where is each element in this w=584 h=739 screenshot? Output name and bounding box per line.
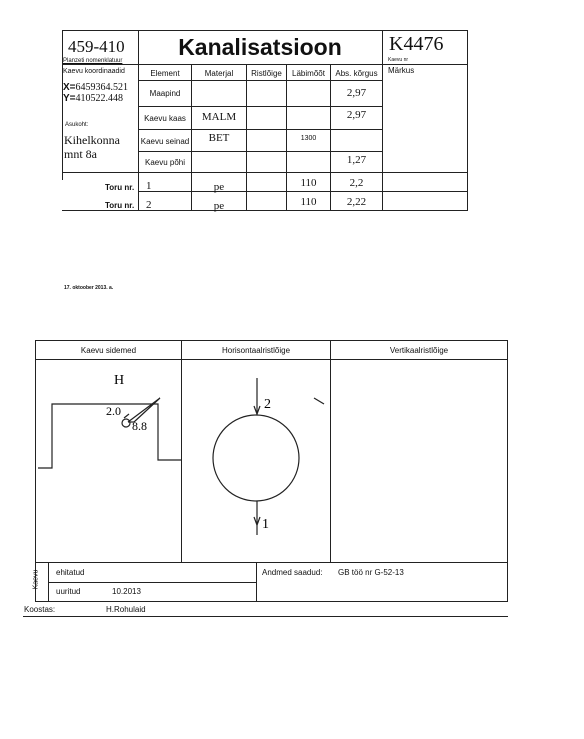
pipe-1-label: 1 bbox=[262, 517, 269, 532]
col-header-abs-height: Abs. kõrgus bbox=[335, 69, 378, 78]
pipe-2-label: 2 bbox=[264, 397, 271, 412]
row-abs-height: 2,97 bbox=[346, 109, 367, 121]
coords-label: Kaevu koordinaadid bbox=[63, 68, 125, 75]
row-abs-height: 1,27 bbox=[346, 154, 367, 166]
sheet-number: 459-410 bbox=[68, 37, 125, 56]
row-element: Kaevu põhi bbox=[144, 158, 186, 167]
sidemed-header: Kaevu sidemed bbox=[80, 346, 137, 355]
y-coordinate: Y=410522.448 bbox=[63, 93, 124, 104]
row-element: Kaevu kaas bbox=[144, 114, 186, 123]
well-number-label: Kaevu nr bbox=[388, 57, 409, 63]
col-header-diameter: Läbimõõt bbox=[292, 69, 325, 78]
data-source-value: GB töö nr G-52-13 bbox=[338, 568, 404, 577]
pipe-diameter: 110 bbox=[300, 177, 317, 189]
pipe-material: pe bbox=[213, 200, 225, 212]
col-header-material: Materjal bbox=[204, 69, 234, 78]
address-label: Asukoht: bbox=[65, 122, 89, 128]
horizontal-section-header: Horisontaalristlõige bbox=[221, 346, 291, 355]
row-material: MALM bbox=[201, 111, 237, 123]
sidemed-sketch bbox=[36, 360, 181, 560]
col-header-cross-section: Ristlõige bbox=[251, 69, 282, 78]
remarks-label: Märkus bbox=[388, 66, 415, 75]
pipe-nr: 1 bbox=[146, 180, 152, 192]
horizontal-section-sketch bbox=[182, 360, 330, 560]
author-label: Koostas: bbox=[24, 605, 56, 614]
pipe-diameter: 110 bbox=[300, 196, 317, 208]
sidemed-label-h: H bbox=[114, 373, 125, 388]
row-material: BET bbox=[208, 132, 230, 144]
sheet-number-label: Planzeti nomenklatuur bbox=[63, 58, 123, 64]
form-title: Kanalisatsioon bbox=[178, 34, 342, 60]
pipe-material: pe bbox=[213, 181, 225, 193]
document-date: 17. oktoober 2013. a. bbox=[64, 285, 114, 291]
pipe-label: Toru nr. bbox=[105, 201, 135, 210]
well-number: K4476 bbox=[389, 33, 444, 55]
pipe-label: Toru nr. bbox=[105, 183, 135, 192]
col-header-element: Element bbox=[150, 69, 180, 78]
row-element: Maapind bbox=[149, 89, 181, 98]
author-value: H.Rohulaid bbox=[106, 605, 146, 614]
sidemed-label-distance-2: 8.8 bbox=[132, 419, 147, 433]
row-element: Kaevu seinad bbox=[140, 137, 190, 146]
address-line2: mnt 8a bbox=[64, 147, 97, 161]
built-label: ehitatud bbox=[56, 568, 85, 577]
pipe-abs-height: 2,22 bbox=[346, 196, 367, 208]
measured-value: 10.2013 bbox=[112, 587, 141, 596]
pipe-nr: 2 bbox=[146, 199, 152, 211]
pipe-abs-height: 2,2 bbox=[349, 177, 364, 189]
row-diameter: 1300 bbox=[300, 135, 317, 142]
measured-label: uuritud bbox=[56, 587, 81, 596]
x-coordinate: X=6459364.521 bbox=[63, 82, 129, 93]
vertical-section-header: Vertikaalristlõige bbox=[389, 346, 449, 355]
data-source-label: Andmed saadud: bbox=[262, 568, 323, 577]
address-line1: Kihelkonna bbox=[64, 133, 120, 147]
row-abs-height: 2,97 bbox=[346, 87, 367, 99]
sidemed-label-distance-1: 2.0 bbox=[106, 404, 121, 418]
side-label-kaevu: Kaevu bbox=[32, 569, 40, 590]
